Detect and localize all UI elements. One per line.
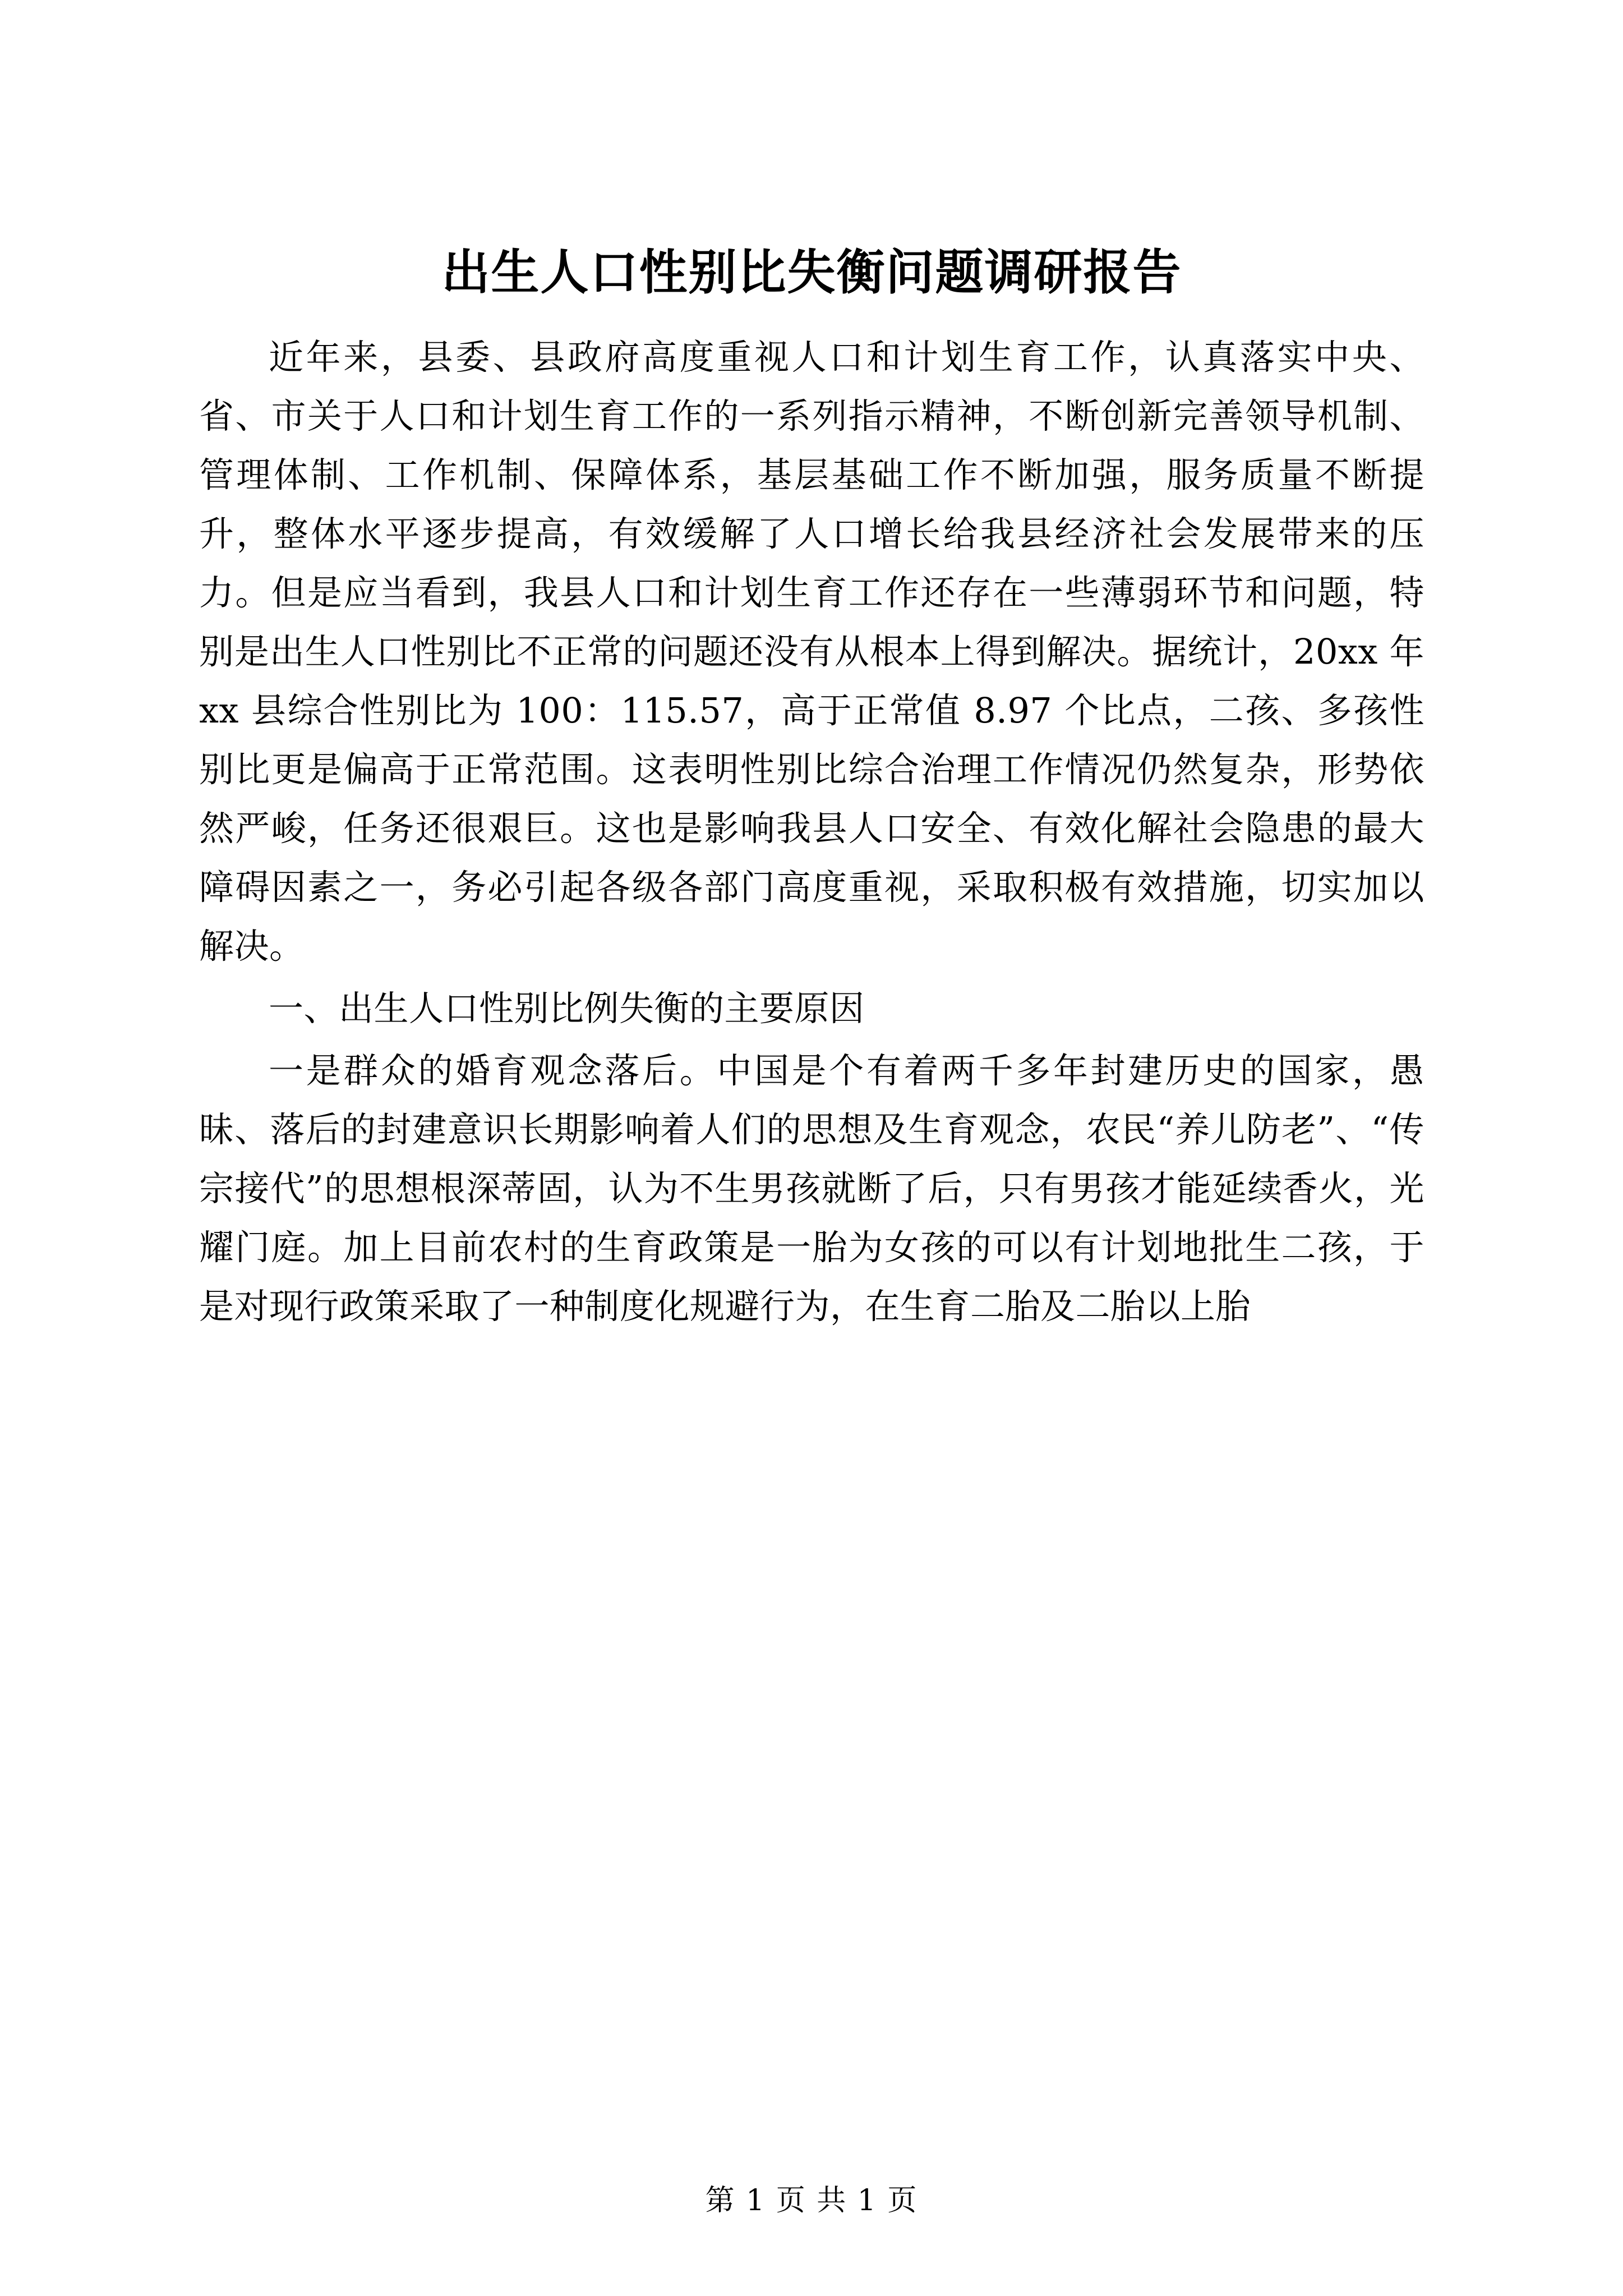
page-footer: 第 1 页 共 1 页 [705, 2184, 918, 2217]
paragraph-section-heading: 一、出生人口性别比例失衡的主要原因 [269, 987, 865, 1029]
document-body [199, 241, 1424, 1339]
page-title: 出生人口性别比失衡问题调研报告 [441, 244, 1182, 301]
paragraph-reason-one: 一是群众的婚育观念落后。中国是个有着两千多年封建历史的国家，愚昧、落后的封建意识长期影响着人们的思想及生育观念，农民“养儿防老”、“传宗接代”的思想根深蒂固，认为不生男孩就断了后，只有男孩才能延续香火，光耀门庭。加上目前农村的生育政策是一胎为女孩的可以有计划地批生二孩，于是对现行政策采取了一种制度化规避行为，在生育二胎及二胎以上胎 [199, 1050, 1424, 1327]
paragraph-intro: 近年来，县委、县政府高度重视人口和计划生育工作，认真落实中央、省、市关于人口和计划生育工作的一系列指示精神，不断创新完善领导机制、管理体制、工作机制、保障体系，基层基础工作不断加强，服务质量不断提升，整体水平逐步提高，有效缓解了人口增长给我县经济社会发展带来的压力。但是应当看到，我县人口和计划生育工作还存在一些薄弱环节和问题，特别是出生人口性别比不正常的问题还没有从根本上得到解决。据统计，20xx 年 xx 县综合性别比为 100：115.57，高于正常值 8.97 个比点，二孩、多孩性别比更是偏高于正常范围。这表明性别比综合治理工作情况仍然复杂，形势依然严峻，任务还很艰巨。这也是影响我县人口安全、有效化解社会隐患的最大障碍因素之一，务必引起各级各部门高度重视，采取积极有效措施，切实加以解决。 [199, 336, 1424, 967]
